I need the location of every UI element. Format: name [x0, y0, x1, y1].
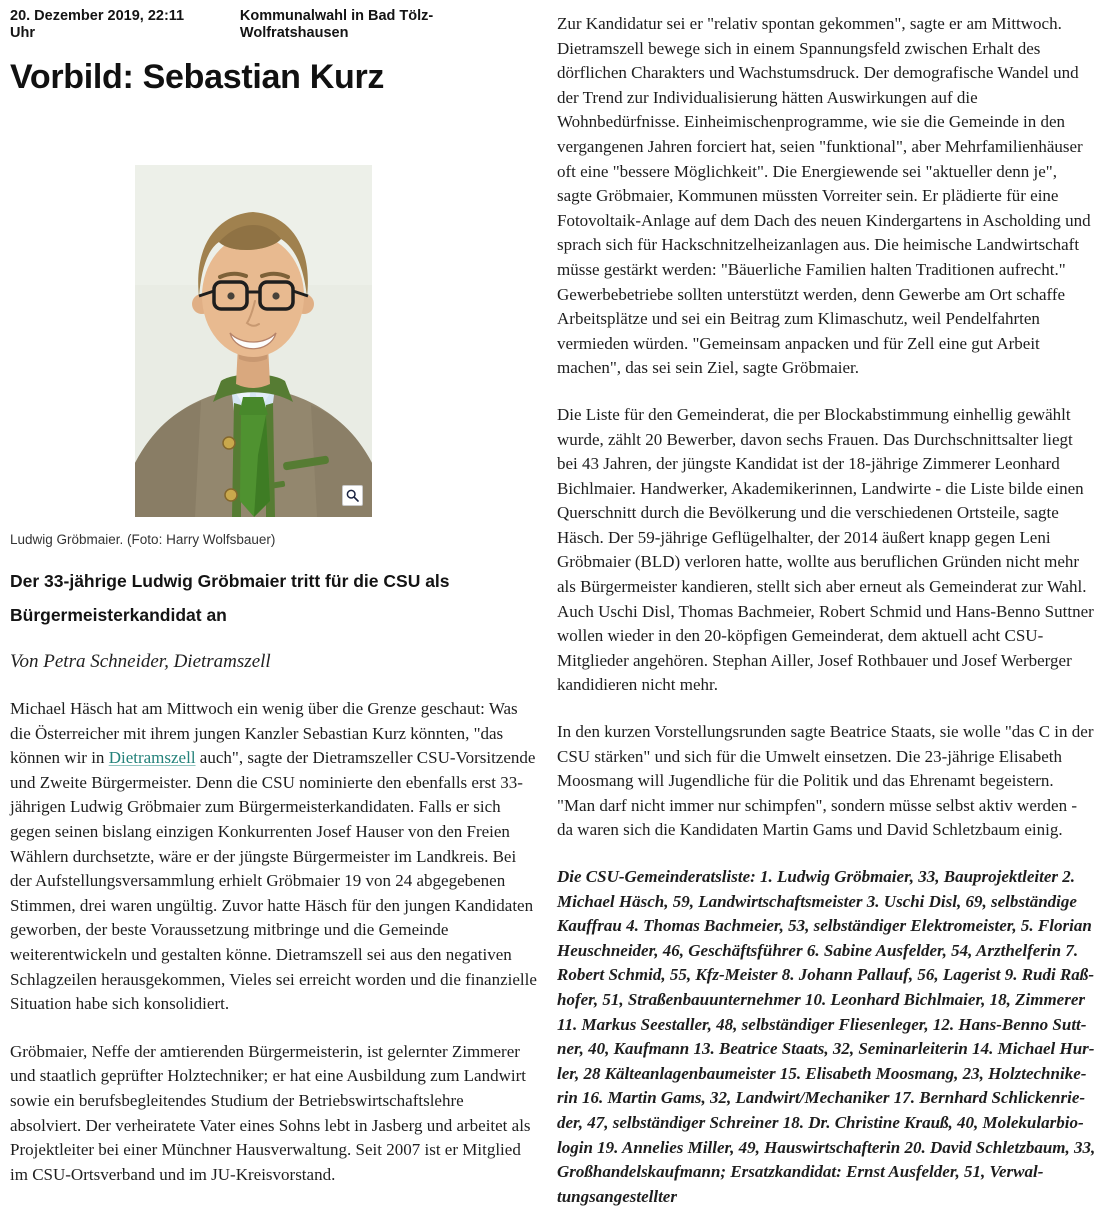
paragraph-left-2: Gröbmaier, Neffe der amtierenden Bürgermeisterin, ist gelernter Zimmerer und staatlich geprüfter Holztechniker; er hat eine Ausbildung zum Landwirt sowie ein berufsbegleitendes Studium der Betriebswirtschaftslehre absolviert. Der verheiratete Vater eines Sohns lebt in Jasberg und arbeitet als Projektleiter bei einer Münchner Hausverwaltung. Seit 2007 ist er Mitglied im CSU-Ortsverband und im JU-Kreisvorstand. [10, 1041, 531, 1184]
paragraph-text: Michael Häsch hat am Mittwoch ein wenig über die Grenze geschaut: Was die Österreicher mit ihrem jungen Kanzler Sebastian Kurz könnten, "das können wir in [10, 699, 518, 768]
paragraph-right-3: In den kurzen Vorstellungsrunden sagte Beatrice Staats, sie wolle "das C in der CSU stärken" und sich für die Umwelt einsetzen. Die 23-jährige Elisabeth Moosmang will Jugendliche für die Politik und das Ehrenamt begeistern. "Man darf nicht immer nur schimpfen", sondern müsse selbst aktiv werden - da waren sich die Kandidaten Martin Gams und David Schletzbaum einig. [557, 722, 1094, 840]
paragraph-text: auch", sagte der Dietramszeller CSU-Vorsitzende und Zweite Bürgermeister. Denn die CSU nominierte den ebenfalls erst 33-jährigen Ludwig Gröbmaier zum Bürgermeisterkandidaten. Falls er sich gegen seinen bislang einzigen Konkurrenten Josef Hauser von den Freien Wählern durchsetzte, wäre er der jüngste Bürgermeister im Landkreis. Bei der Aufstellungsversammlung erhielt Gröbmaier 19 von 24 abgegebenen Stimmen, drei waren ungültig. Zuvor hatte Häsch für den jungen Kandidaten geworben, der beste Voraussetzung mitbringe und die Gemeinde weiterentwickeln und gestalten könne. Dietramszell sei aus den negativen Schlagzeilen herausgekommen, Vieles sei erreicht worden und die finanzielle Situation habe sich konsolidiert. [10, 748, 537, 1014]
subheadline: Der 33-jährige Ludwig Gröbmaier tritt für die CSU als Bürgermeisterkandidat an [10, 571, 450, 625]
article-datetime: 20. Dezember 2019, 22:11 Uhr [10, 8, 185, 41]
article-right-column [557, 8, 1096, 1209]
candidate-list-paragraph: Die CSU-Gemeinderatsliste: 1. Ludwig Gröbmaier, 33, Bauprojektleiter 2. Michael Häsch, 59, Landwirtschaftsmeister 3. Uschi Disl, 69, selbständige Kauffrau 4. Thomas Bachmeier, 53, selbständiger Elektromeister, 5. Florian Heuschneider, 46, Geschäftsführer 6. Sabine Ausfelder, 54, Arzthelferin 7. Robert Schmid, 55, Kfz-Meister 8. Johann Pallauf, 56, Lagerist 9. Rudi Raßhofer, 51, Straßenbauunternehmer 10. Leonhard Bichlmaier, 18, Zimmerer 11. Markus Seestaller, 48, selbständiger Fliesenleger, 12. Hans-Benno Suttner, 40, Kaufmann 13. Beatrice Staats, 32, Seminarleiterin 14. Michael Hurler, 28 Kälteanlagenbaumeister 15. Elisabeth Moosmang, 23, Holztechnikerin 16. Martin Gams, 32, Landwirt/Mechaniker 17. Bernhard Schlickenrieder, 47, selbständiger Schreiner 18. Dr. Christine Krauß, 40, Molekularbiologin 19. Annelies Miller, 49, Hauswirtschafterin 20. David Schletzbaum, 33, Großhandelskaufmann; Ersatzkandidat: Ernst Ausfelder, 51, Verwaltungsangestellter [557, 867, 1096, 1206]
article-meta [10, 8, 537, 42]
portrait-illustration [135, 165, 372, 517]
portrait-photo[interactable] [135, 165, 372, 517]
image-zoom-button[interactable] [342, 485, 363, 506]
rubric-link[interactable]: Kommunalwahl in Bad Tölz-Wolfratshausen [239, 8, 434, 41]
paragraph-right-1: Zur Kandidatur sei er "relativ spontan gekommen", sagte er am Mittwoch. Dietramszell bewege sich in einem Spannungsfeld zwischen Erhalt des dörflichen Charakters und Wachstumsdruck. Der demografische Wandel und der Trend zur Individualisierung hätten Auswirkungen auf die Wohnbedürfnisse. Einheimischenprogramme, wie sie die Gemeinde in den vergangenen Jahren forciert hat, seien "funktional", aber Mehrfamilienhäuser oft eine "bessere Möglichkeit". Die Energiewende sei "aktueller denn je", sagte Gröbmaier, Kommunen müssten Vorreiter sein. Er plädierte für eine Fotovoltaik-Anlage auf dem Dach des neuen Kindergartens in Ascholding und sprach sich für Hackschnitzelheizanlagen aus. Die heimische Landwirtschaft müsse gestärkt werden: "Bäuerliche Familien halten Traditionen aufrecht." Gewerbebetriebe sollten unterstützt werden, denn Gewerbe am Ort schaffe Arbeitsplätze und sei ein Beitrag zum Klimaschutz, weil Pendelfahrten vermieden würden. "Gemeinsam anpacken und für Zell eine gut Arbeit machen", das sei sein Ziel, sagte Gröbmaier. [557, 14, 1091, 378]
photo-caption: Ludwig Gröbmaier. (Foto: Harry Wolfsbauer) [10, 532, 276, 547]
paragraph-right-2: Die Liste für den Gemeinderat, die per Blockabstimmung einhellig gewählt wurde, zählt 20 Bewerber, davon sechs Frauen. Das Durchschnittsalter liegt bei 43 Jahren, der jüngste Kandidat ist der 18-jährige Zimmerer Leonhard Bichlmaier. Handwerker, Akademikerinnen, Landwirte - die Liste bilde einen Querschnitt durch die Bevölkerung und die verschiedenen Ortsteile, sagte Häsch. Der 59-jährige Geflügelhalter, der 2014 äußert knapp gegen Leni Gröbmaier (BLD) verloren hatte, wollte aus beruflichen Gründen nicht mehr als Bürgermeister kandieren, stellt sich aber erneut als Gemeinderat zur Wahl. Auch Uschi Disl, Thomas Bachmeier, Robert Schmid und Hans-Benno Suttner wollen wieder in den 20-köpfigen Gemeinderat, dem aktuell acht CSU-Mitglieder angehören. Stephan Ailler, Josef Rothbauer und Josef Werberger kandidieren nicht mehr. [557, 404, 1094, 695]
article-left-column [10, 8, 537, 1209]
magnifier-icon [346, 489, 359, 502]
headline: Vorbild: Sebastian Kurz [10, 58, 385, 96]
article-figure [135, 165, 372, 517]
paragraph-left-1 [10, 697, 537, 1017]
byline: Von Petra Schneider, Dietramszell [10, 651, 271, 672]
dietramszell-link[interactable]: Dietramszell [108, 748, 196, 768]
